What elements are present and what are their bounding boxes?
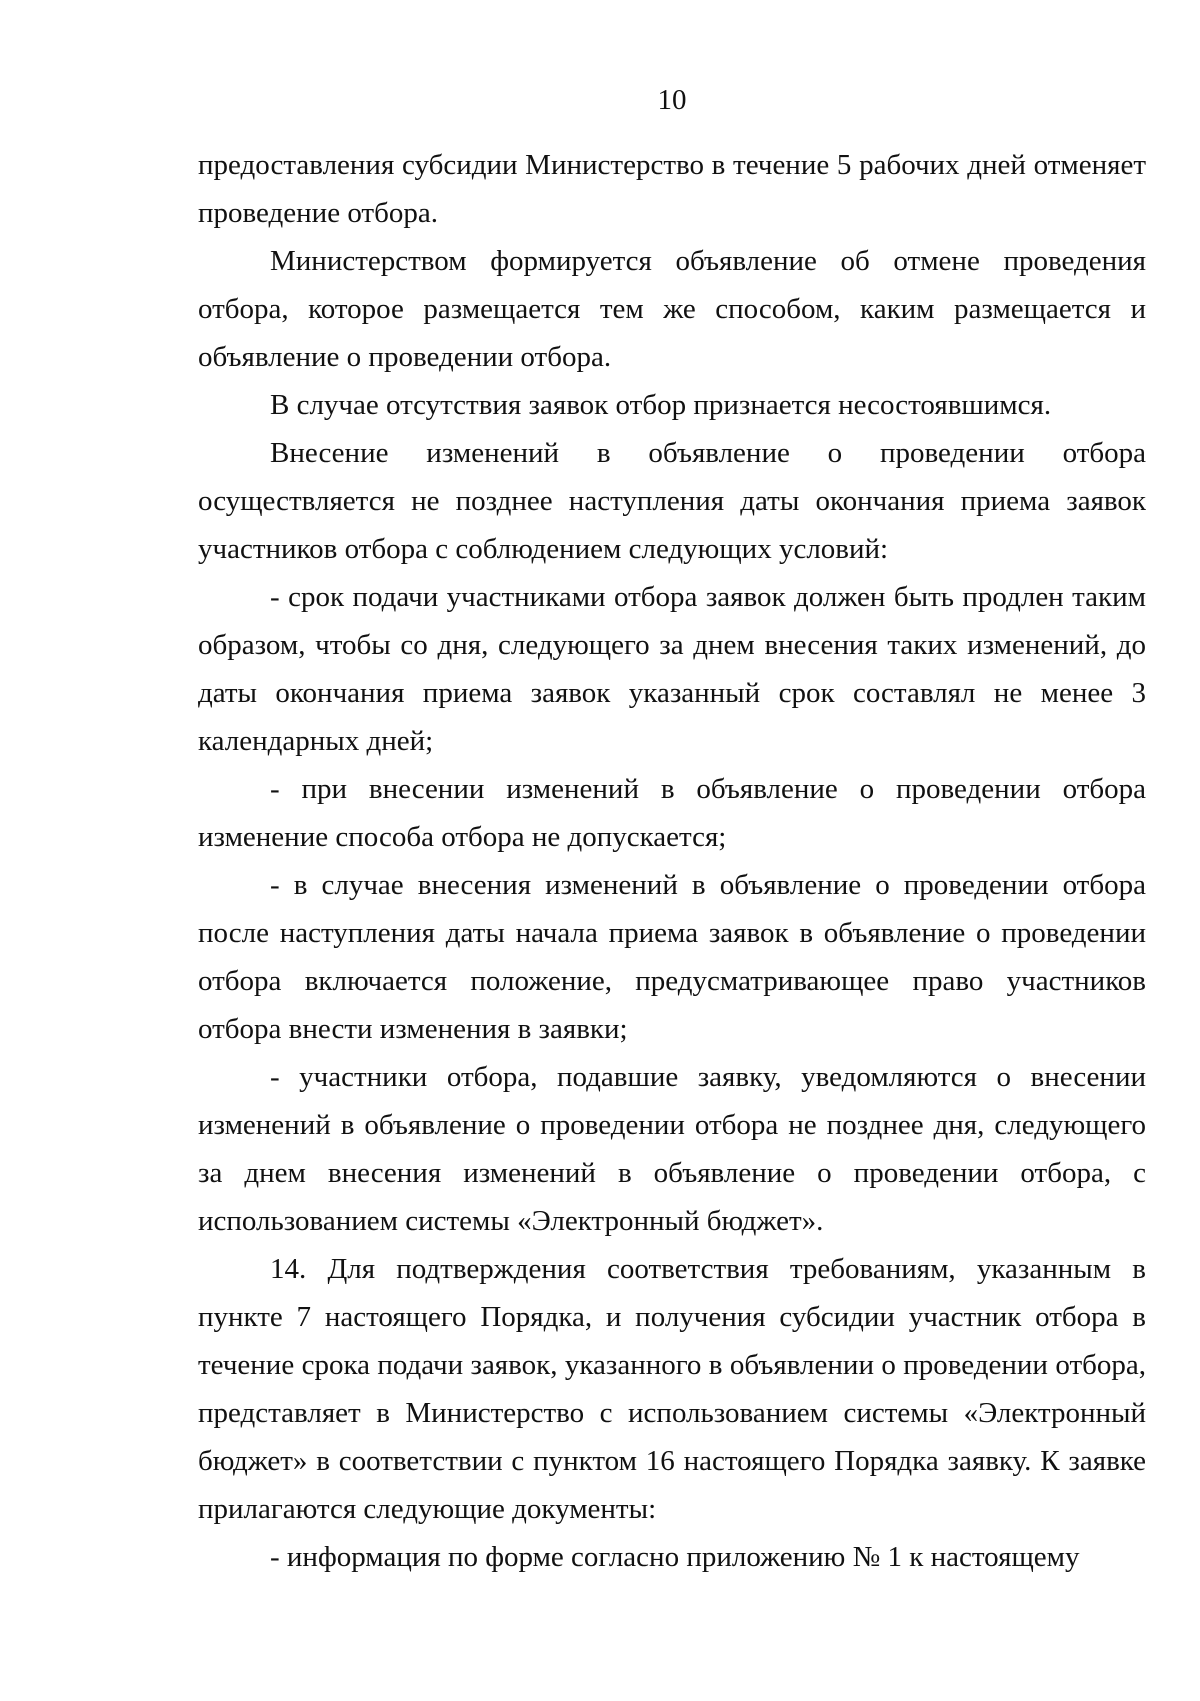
document-body xyxy=(198,141,1146,1581)
list-item-notification: - участники отбора, подавшие заявку, уведомляются о внесении изменений в объявление о проведении отбора не позднее дня, следующего за днем внесения изменений в объявление о проведении отбора, с использованием системы «Электронный бюджет». xyxy=(198,1061,1146,1237)
page-number: 10 xyxy=(657,84,687,116)
list-item-method-change: - при внесении изменений в объявление о проведении отбора изменение способа отбора не допускается; xyxy=(198,773,1146,853)
list-item-term-extension: - срок подачи участниками отбора заявок должен быть продлен таким образом, чтобы со дня, следующего за днем внесения таких изменений, до даты окончания приема заявок указанный срок составлял не менее 3 календарных дней; xyxy=(198,581,1146,757)
list-item-information-form: - информация по форме согласно приложению № 1 к настоящему xyxy=(270,1541,1080,1573)
paragraph-no-applications: В случае отсутствия заявок отбор признается несостоявшимся. xyxy=(270,389,1052,421)
paragraph-item-14: 14. Для подтверждения соответствия требованиям, указанным в пункте 7 настоящего Порядка, и получения субсидии участник отбора в течение срока подачи заявок, указанного в объявлении о проведении отбора, представляет в Министерство с использованием системы «Электронный бюджет» в соответствии с пунктом 16 настоящего Порядка заявку. К заявке прилагаются следующие документы: xyxy=(198,1253,1146,1525)
paragraph-cancel-announcement: Министерством формируется объявление об отмене проведения отбора, которое размещается тем же способом, каким размещается и объявление о проведении отбора. xyxy=(198,245,1146,373)
paragraph-changes-conditions: Внесение изменений в объявление о проведении отбора осуществляется не позднее наступления даты окончания приема заявок участников отбора с соблюдением следующих условий: xyxy=(198,437,1146,565)
list-item-after-start: - в случае внесения изменений в объявление о проведении отбора после наступления даты начала приема заявок в объявление о проведении отбора включается положение, предусматривающее право участников отбора внести изменения в заявки; xyxy=(198,869,1146,1045)
paragraph-continuation: предоставления субсидии Министерство в течение 5 рабочих дней отменяет проведение отбора. xyxy=(198,149,1146,229)
